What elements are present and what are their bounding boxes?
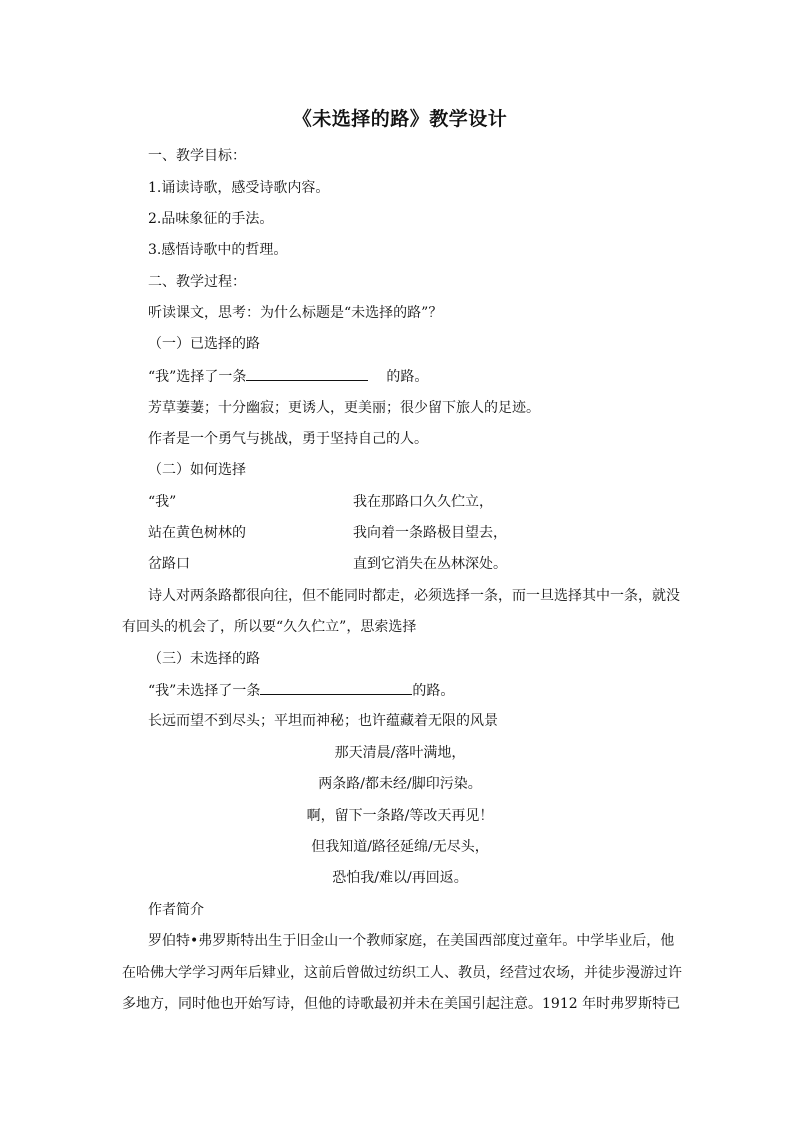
section3-fill-line [148, 680, 454, 701]
section1-summary: 作者是一个勇气与挑战，勇于坚持自己的人。 [148, 431, 428, 447]
section1-fill-line [148, 366, 428, 387]
section1-heading: （一）已选择的路 [148, 336, 260, 352]
goal-item: 3.感悟诗歌中的哲理。 [148, 242, 288, 258]
document-title: 《未选择的路》教学设计 [292, 108, 508, 130]
process-question: 听读课文，思考：为什么标题是“未选择的路”？ [148, 305, 443, 321]
author-paragraph-line: 在哈佛大学学习两年后肄业，这前后曾做过纺织工人、教员，经营过农场，并徒步漫游过许 [122, 965, 682, 981]
poem-line: 那天清晨/落叶满地， [334, 745, 466, 761]
poem-line: 啊，留下一条路/等改天再见！ [306, 808, 494, 824]
author-paragraph-line: 罗伯特•弗罗斯特出生于旧金山一个教师家庭，在美国西部度过童年。中学毕业后，他 [148, 933, 675, 949]
section2-paragraph-line: 有回头的机会了，所以要“久久伫立”，思索选择 [122, 619, 417, 635]
fill-blank [246, 366, 368, 381]
section2-right-text: 我向着一条路极目望去， [353, 525, 507, 541]
poem-line: 恐怕我/难以/再回返。 [332, 870, 468, 886]
section2-left-text: “我” [148, 494, 177, 510]
section2-right-text: 我在那路口久久伫立， [353, 494, 493, 510]
section2-left-text: 岔路口 [148, 556, 190, 572]
goals-heading: 一、教学目标： [148, 148, 246, 164]
section1-description: 芳草萋萋；十分幽寂；更诱人，更美丽；很少留下旅人的足迹。 [148, 400, 540, 416]
section3-heading: （三）未选择的路 [148, 651, 260, 667]
section2-left-text: 站在黄色树林的 [148, 525, 246, 541]
author-paragraph-line: 多地方，同时他也开始写诗，但他的诗歌最初并未在美国引起注意。1912 年时弗罗斯特已 [122, 996, 681, 1012]
author-heading: 作者简介 [148, 902, 204, 918]
goal-item: 1.诵读诗歌，感受诗歌内容。 [148, 180, 330, 196]
fill-suffix: 的路。 [386, 369, 429, 385]
poem-line: 但我知道/路径延绵/无尽头， [311, 839, 489, 855]
fill-prefix: “我”未选择了一条 [148, 683, 261, 699]
goal-item: 2.品味象征的手法。 [148, 211, 274, 227]
fill-blank [260, 680, 412, 695]
fill-prefix: “我”选择了一条 [148, 369, 247, 385]
process-heading: 二、教学过程： [148, 274, 246, 290]
section2-right-text: 直到它消失在丛林深处。 [353, 556, 507, 572]
section2-paragraph-line: 诗人对两条路都很向往，但不能同时都走，必须选择一条，而一旦选择其中一条，就没 [148, 588, 680, 604]
poem-line: 两条路/都未经/脚印污染。 [318, 776, 482, 792]
fill-suffix: 的路。 [412, 683, 455, 699]
section3-description: 长远而望不到尽头；平坦而神秘；也许蕴藏着无限的风景 [148, 713, 498, 729]
section2-heading: （二）如何选择 [148, 462, 246, 478]
